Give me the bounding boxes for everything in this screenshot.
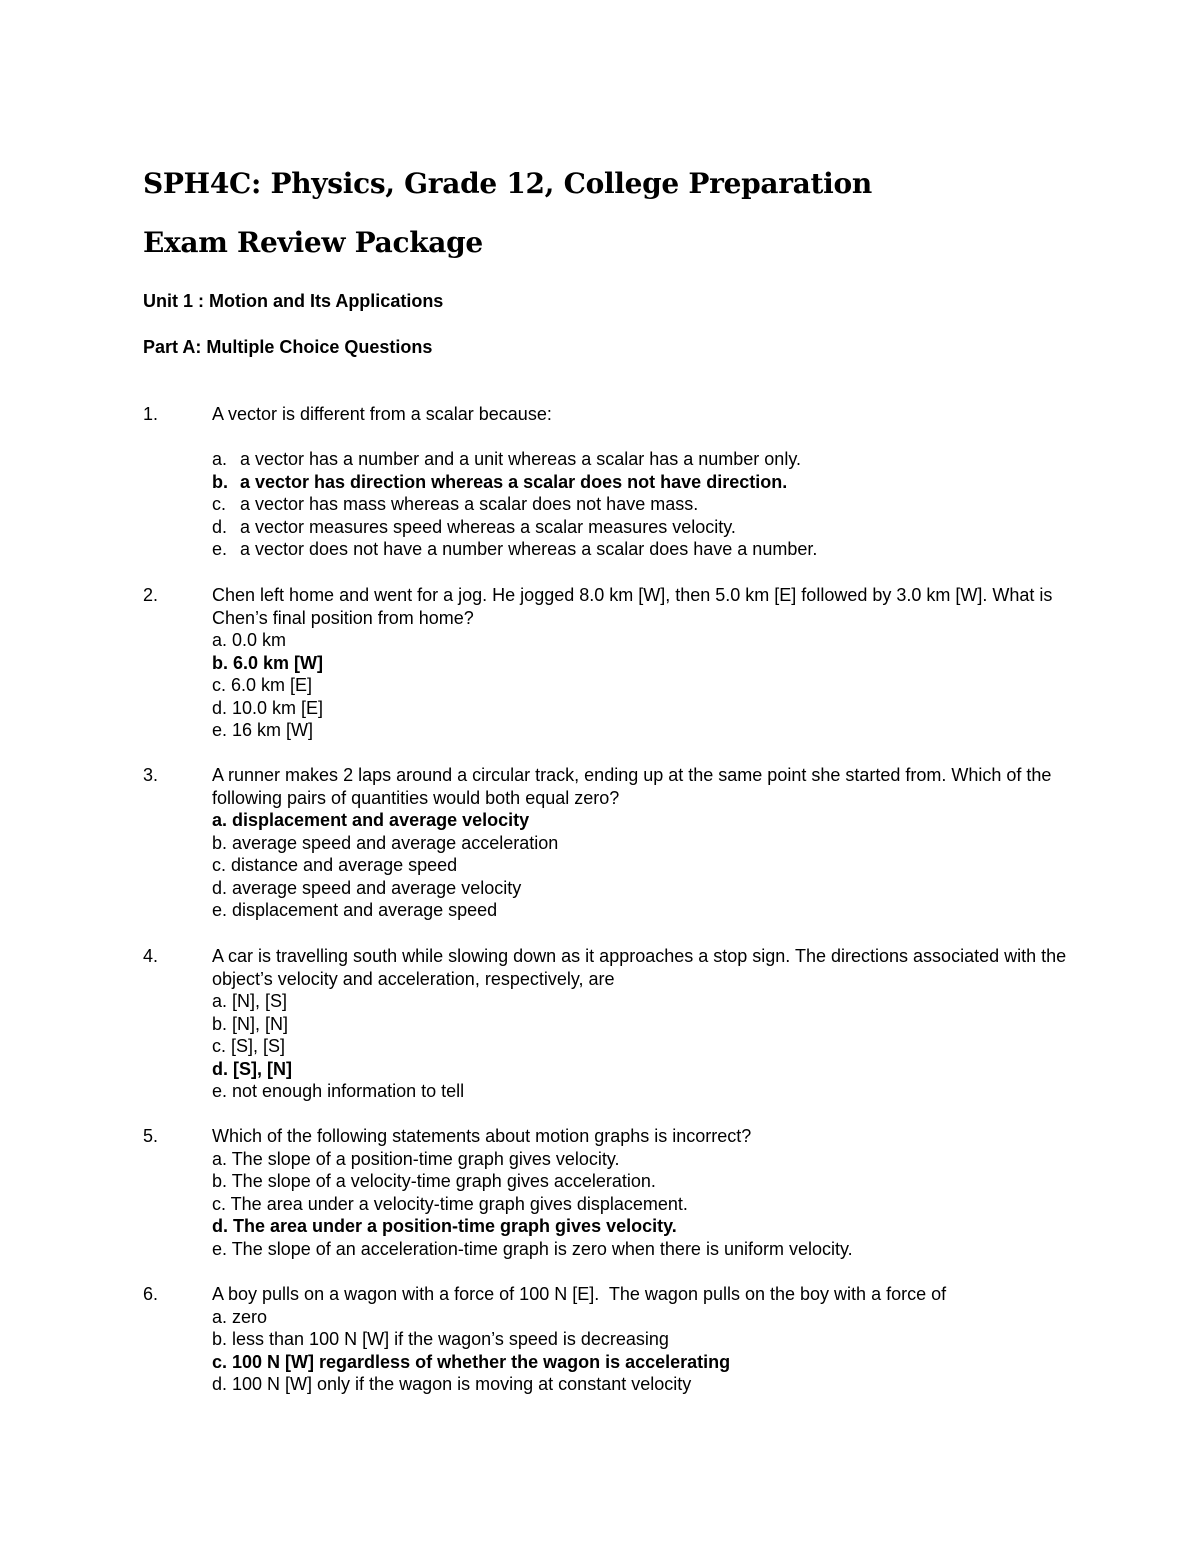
option-e: e. The slope of an acceleration-time graph is zero when there is uniform velocity. (212, 1238, 853, 1259)
option-b: b. [N], [N] (212, 1013, 289, 1034)
option-text: a vector has a number and a unit whereas a scalar has a number only. (240, 449, 801, 469)
option-c-correct: c. 100 N [W] regardless of whether the wagon is accelerating (212, 1351, 731, 1372)
option-a (212, 448, 1102, 471)
option-a: a. 0.0 km (212, 630, 287, 650)
option-a-correct: a. displacement and average velocity (212, 810, 530, 830)
question-number: 2. (143, 585, 159, 605)
question-text: Which of the following statements about motion graphs is incorrect? (212, 1126, 752, 1146)
option-letter: b. (212, 471, 228, 492)
answer-options (212, 448, 1102, 561)
question-text: A car is travelling south while slowing down as it approaches a stop sign. The directions associated with the object’s velocity and acceleration, respectively, are (212, 946, 1072, 989)
option-d: d. 10.0 km [E] (212, 697, 324, 718)
option-c: c. The area under a velocity-time graph gives displacement. (212, 1193, 688, 1214)
option-e: e. not enough information to tell (212, 1081, 465, 1101)
option-c: c. distance and average speed (212, 855, 458, 875)
answer-options (212, 990, 1102, 1103)
unit-heading: Unit 1 : Motion and Its Applications (143, 291, 444, 311)
question-number: 6. (143, 1284, 159, 1304)
option-e (212, 538, 1102, 561)
part-heading: Part A: Multiple Choice Questions (143, 337, 433, 357)
option-e: e. 16 km [W] (212, 720, 314, 740)
question-number: 5. (143, 1126, 159, 1146)
option-d: d. average speed and average velocity (212, 877, 522, 898)
question-text: A runner makes 2 laps around a circular track, ending up at the same point she started from. Which of the following pairs of quantities would both equal zero? (212, 765, 1057, 808)
option-b: b. average speed and average acceleration (212, 832, 559, 853)
option-b: b. The slope of a velocity-time graph gives acceleration. (212, 1171, 656, 1191)
option-d (212, 516, 1102, 539)
option-letter: d. (212, 516, 228, 537)
answer-options (212, 1306, 1102, 1396)
option-a: a. [N], [S] (212, 991, 288, 1011)
option-d-correct: d. The area under a position-time graph gives velocity. (212, 1216, 677, 1236)
option-letter: a. (212, 449, 228, 469)
answer-options (212, 809, 1102, 922)
option-letter: c. (212, 494, 227, 514)
option-letter: e. (212, 539, 228, 559)
answer-options (212, 1148, 1102, 1261)
option-d: d. 100 N [W] only if the wagon is moving at constant velocity (212, 1374, 692, 1394)
question-number: 3. (143, 765, 159, 785)
question-text: A vector is different from a scalar because: (212, 404, 552, 424)
question-number: 1. (143, 404, 159, 424)
option-a: a. zero (212, 1306, 268, 1327)
course-title: SPH4C: Physics, Grade 12, College Preparation (143, 167, 872, 200)
option-e: e. displacement and average speed (212, 900, 498, 920)
option-text: a vector does not have a number whereas a scalar does have a number. (240, 539, 818, 559)
option-a: a. The slope of a position-time graph gives velocity. (212, 1148, 620, 1169)
option-c: c. [S], [S] (212, 1036, 286, 1056)
option-text: a vector measures speed whereas a scalar measures velocity. (240, 516, 736, 537)
option-text: a vector has direction whereas a scalar does not have direction. (240, 471, 788, 492)
option-b: b. less than 100 N [W] if the wagon’s speed is decreasing (212, 1329, 669, 1349)
option-b-correct: b. 6.0 km [W] (212, 652, 324, 673)
question-number: 4. (143, 946, 159, 966)
package-title: Exam Review Package (143, 226, 483, 259)
question-text: A boy pulls on a wagon with a force of 100 N [E]. The wagon pulls on the boy with a force of (212, 1284, 947, 1304)
question-text: Chen left home and went for a jog. He jogged 8.0 km [W], then 5.0 km [E] followed by 3.0 km [W]. What is Chen’s final position from home? (212, 585, 1058, 628)
option-b-correct (212, 471, 1102, 494)
option-c: c. 6.0 km [E] (212, 675, 313, 695)
answer-options (212, 629, 1102, 742)
option-text: a vector has mass whereas a scalar does not have mass. (240, 494, 699, 514)
option-c (212, 493, 1102, 516)
option-d-correct: d. [S], [N] (212, 1058, 292, 1079)
